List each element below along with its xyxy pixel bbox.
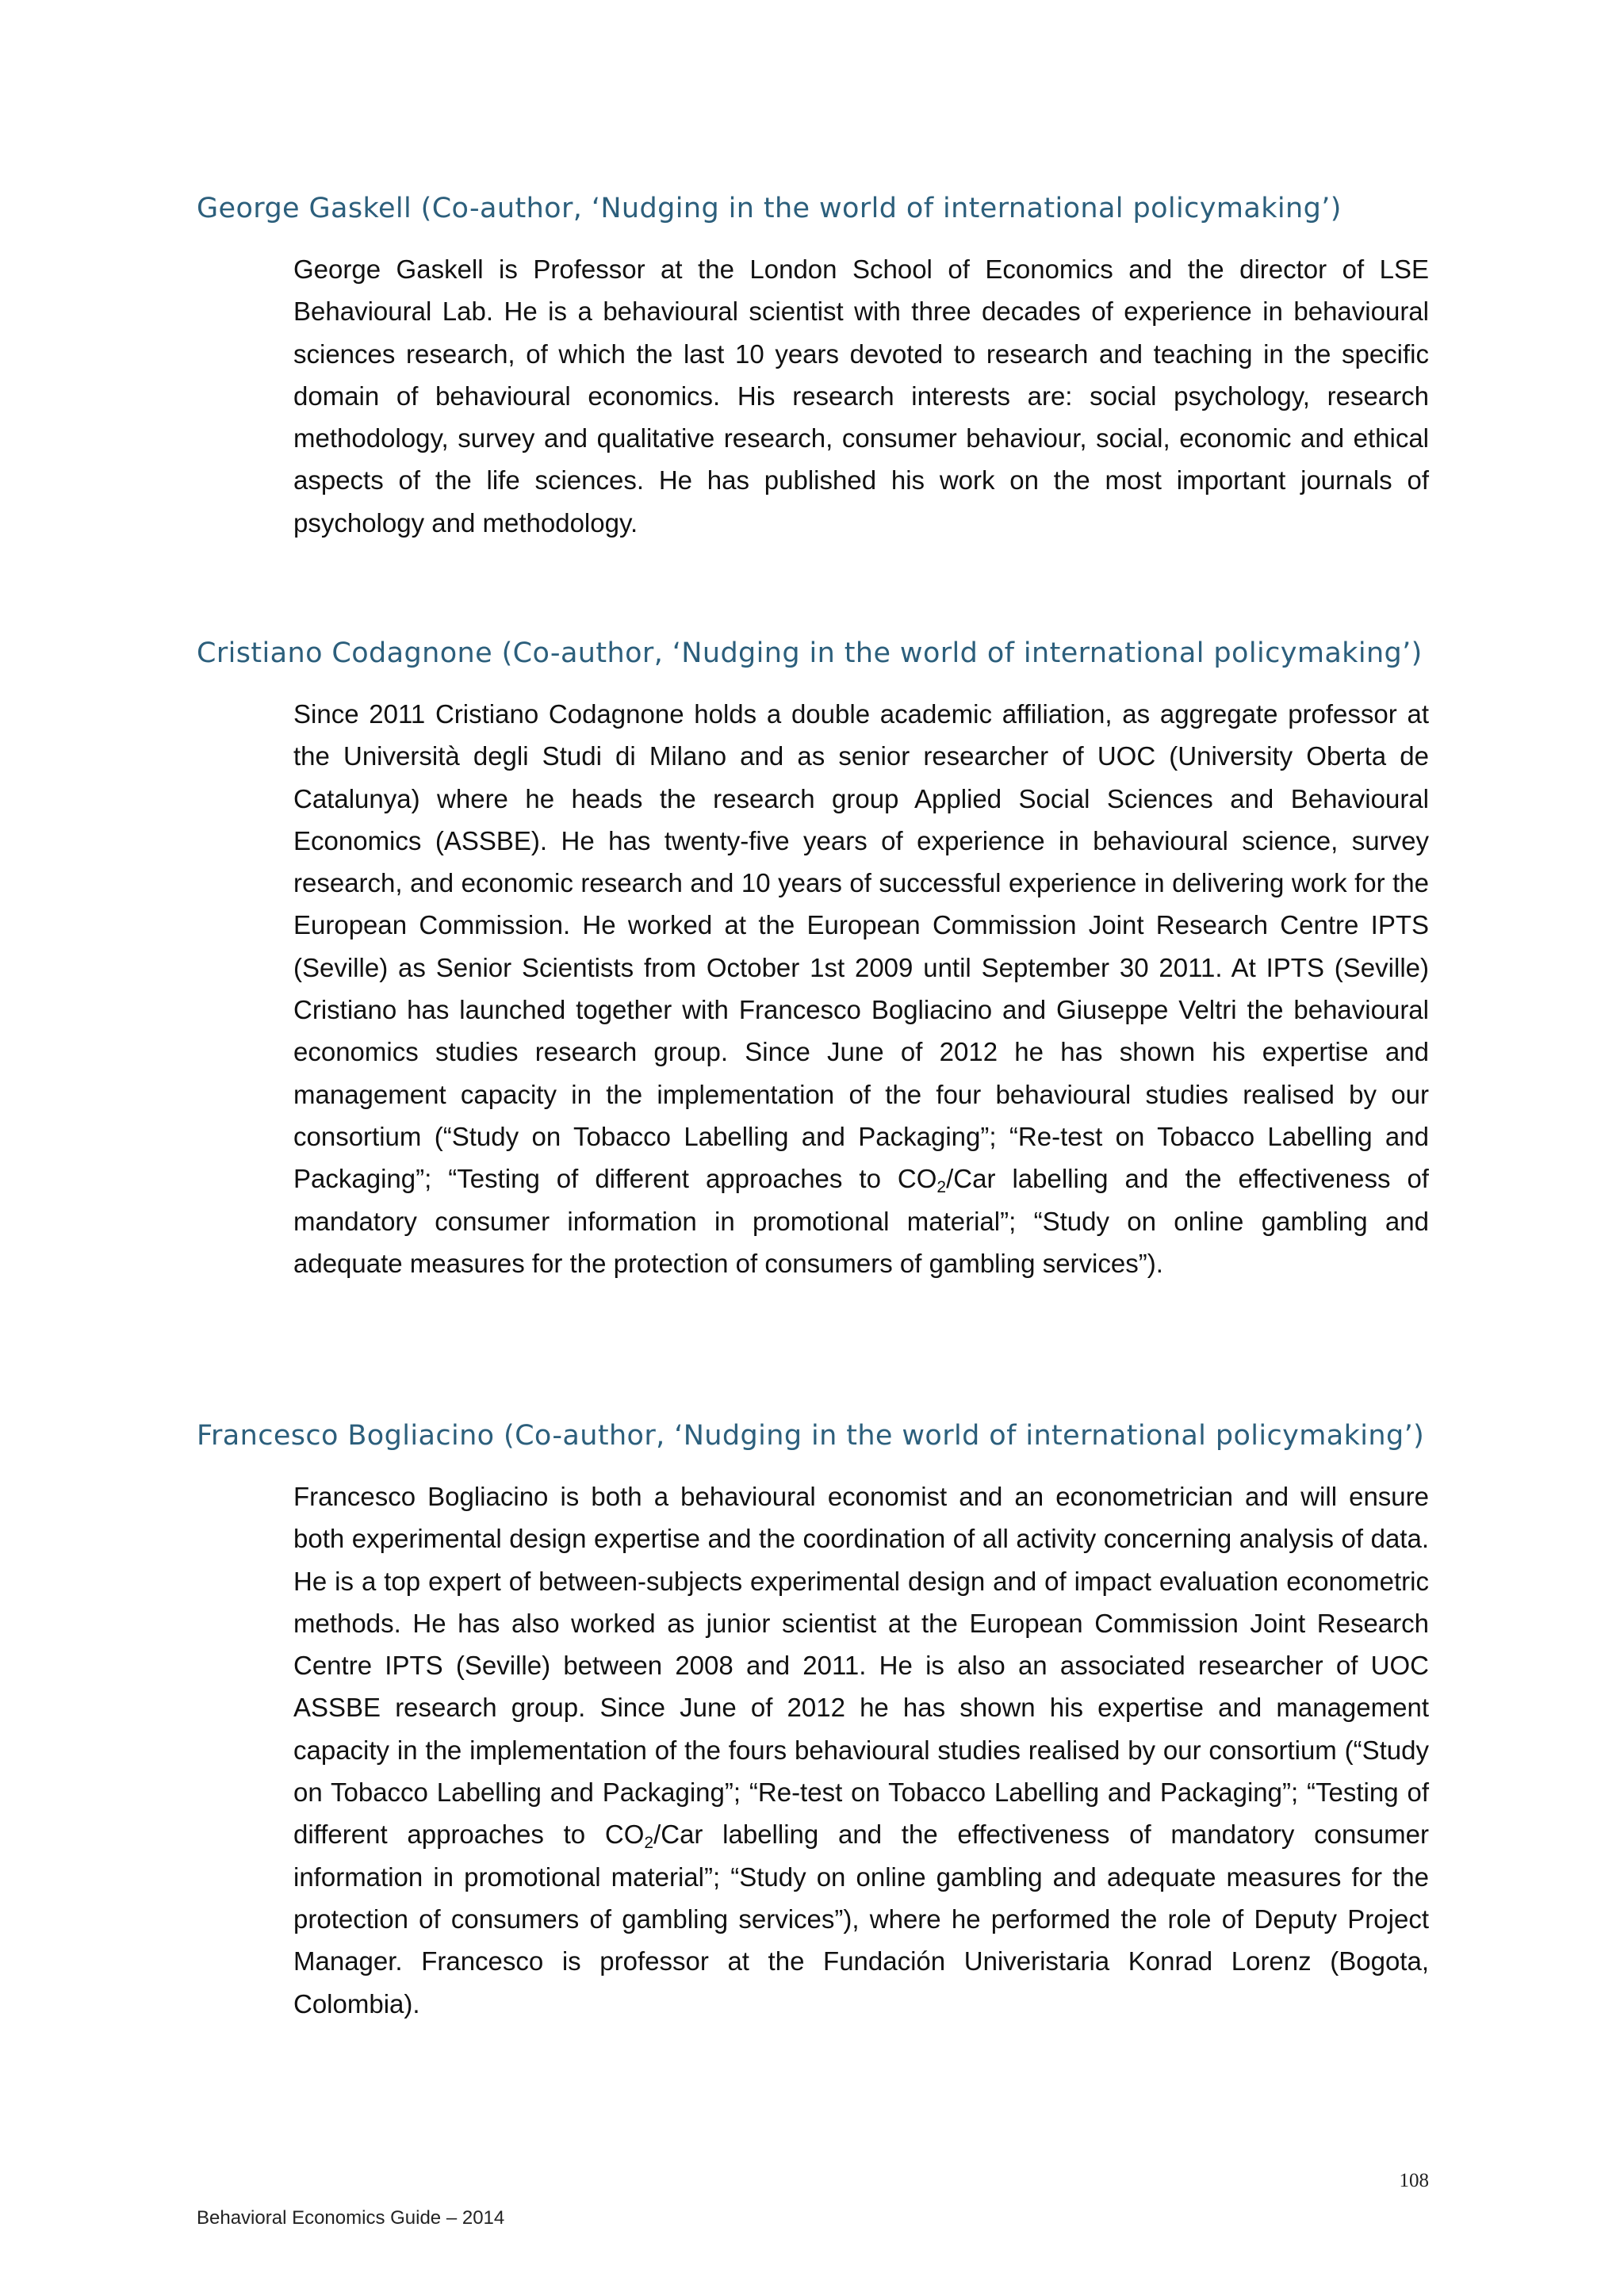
subscript-2: 2 — [936, 1178, 947, 1197]
bio-text-part: /Car labelling and the effectiveness of mandatory consumer information in promotional material”; “Study on online gambling and adequate measures for the protection of consumers of gambling services”), where he performed the role of Deputy Project Manager. Francesco is professor at the Fundación Univeristaria Konrad Lorenz (Bogota, Colombia). — [293, 1820, 1429, 2019]
footer-title: Behavioral Economics Guide – 2014 — [197, 2207, 505, 2229]
bio-paragraph-cristiano-codagnone — [293, 693, 1429, 1284]
page-number: 108 — [1399, 2170, 1429, 2191]
bio-heading-francesco-bogliacino: Francesco Bogliacino (Co-author, ‘Nudging in the world of international policymaking’) — [197, 1420, 1425, 1452]
bio-text-part: /Car labelling and the effectiveness of mandatory consumer information in promotional material”; “Study on online gambling and adequate measures for the protection of consumers of gambling services”). — [293, 1164, 1429, 1278]
bio-text-part: Since 2011 Cristiano Codagnone holds a double academic affiliation, as aggregate professor at the Università degli Studi di Milano and as senior researcher of UOC (University Oberta de Catalunya) where he heads the research group Applied Social Sciences and Behavioural Economics (ASSBE). He has twenty-five years of experience in behavioural science, survey research, and economic research and 10 years of successful experience in delivering work for the European Commission. He worked at the European Commission Joint Research Centre IPTS (Seville) as Senior Scientists from October 1st 2009 until September 30 2011. At IPTS (Seville) Cristiano has launched together with Francesco Bogliacino and Giuseppe Veltri the behavioural economics studies research group. Since June of 2012 he has shown his expertise and management capacity in the implementation of the four behavioural studies realised by our consortium (“Study on Tobacco Labelling and Packaging”; “Re-test on Tobacco Labelling and Packaging”; “Testing of different approaches to CO — [293, 699, 1429, 1194]
subscript-2: 2 — [644, 1834, 654, 1853]
bio-paragraph-francesco-bogliacino — [293, 1475, 1429, 2025]
bio-text-part: Francesco Bogliacino is both a behavioural economist and an econometrician and will ensure both experimental design expertise and the coordination of all activity concerning analysis of data. He is a top expert of between-subjects experimental design and of impact evaluation econometric methods. He has also worked as junior scientist at the European Commission Joint Research Centre IPTS (Seville) between 2008 and 2011. He is also an associated researcher of UOC ASSBE research group. Since June of 2012 he has shown his expertise and management capacity in the implementation of the fours behavioural studies realised by our consortium (“Study on Tobacco Labelling and Packaging”; “Re-test on Tobacco Labelling and Packaging”; “Testing of different approaches to CO — [293, 1482, 1429, 1850]
bio-heading-cristiano-codagnone: Cristiano Codagnone (Co-author, ‘Nudging in the world of international policymaking’) — [197, 637, 1423, 669]
bio-paragraph-george-gaskell: George Gaskell is Professor at the London School of Economics and the director of LSE Behavioural Lab. He is a behavioural scientist with three decades of experience in behavioural sciences research, of which the last 10 years devoted to research and teaching in the specific domain of behavioural economics. His research interests are: social psychology, research methodology, survey and qualitative research, consumer behaviour, social, economic and ethical aspects of the life sciences. He has published his work on the most important journals of psychology and methodology. — [293, 254, 1429, 538]
bio-heading-george-gaskell: George Gaskell (Co-author, ‘Nudging in the world of international policymaking’) — [197, 193, 1342, 224]
